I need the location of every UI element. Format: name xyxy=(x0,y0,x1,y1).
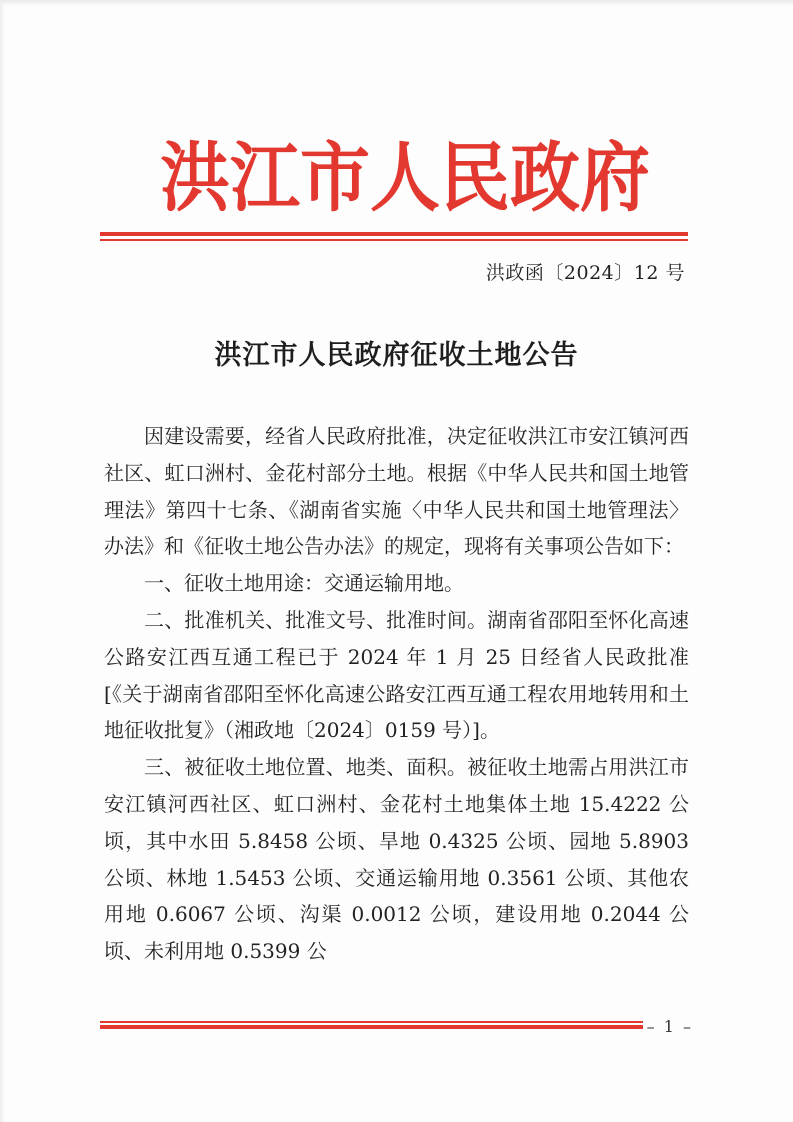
body-paragraph: 一、征收土地用途：交通运输用地。 xyxy=(144,571,464,596)
government-masthead xyxy=(160,128,650,228)
footer-rule-thick xyxy=(100,1025,688,1029)
body-paragraph: 因建设需要，经省人民政府批准，决定征收洪江市安江镇河西社区、虹口洲村、金花村部分土地。根据《中华人民共和国土地管理法》第四十七条、《湖南省实施〈中华人民共和国土地管理法〉办法》和《征收土地公告办法》的规定，现将有关事项公告如下： xyxy=(104,424,689,559)
masthead-char: 政 xyxy=(510,132,580,223)
masthead-char: 江 xyxy=(230,132,300,223)
document-title: 洪江市人民政府征收土地公告 xyxy=(214,340,579,371)
document-body xyxy=(104,418,689,970)
masthead-char: 人 xyxy=(370,132,440,223)
masthead-char: 洪 xyxy=(160,132,230,223)
body-paragraph: 二、批准机关、批准文号、批准时间。湖南省邵阳至怀化高速公路安江西互通工程已于 2024 年 1 月 25 日经省人民政批准[《关于湖南省邵阳至怀化高速公路安江西互通工程农用地转用和土地征收批复》（湘政地〔2024〕0159 号）]。 xyxy=(104,607,689,743)
scan-edge-left xyxy=(0,0,5,1122)
masthead-char: 府 xyxy=(580,132,650,223)
page-number: – 1 – xyxy=(643,1017,697,1036)
masthead-char: 民 xyxy=(440,132,510,223)
document-number: 洪政函〔2024〕12 号 xyxy=(485,262,685,284)
scan-edge-top xyxy=(0,0,793,6)
masthead-char: 市 xyxy=(300,132,370,223)
header-rule-thick xyxy=(100,232,688,236)
footer-rule-thin xyxy=(100,1021,688,1023)
body-paragraph: 三、被征收土地位置、地类、面积。被征收土地需占用洪江市安江镇河西社区、虹口洲村、金花村土地集体土地 15.4222 公顷，其中水田 5.8458 公顷、旱地 0.4325 公顷、园地 5.8903 公顷、林地 1.5453 公顷、交通运输用地 0.3561 公顷、其他农用地 0.6067 公顷、沟渠 0.0012 公顷，建设用地 0.2044 公顷、未利用地 0.5399 公 xyxy=(104,755,689,964)
header-rule-thin xyxy=(100,239,688,241)
